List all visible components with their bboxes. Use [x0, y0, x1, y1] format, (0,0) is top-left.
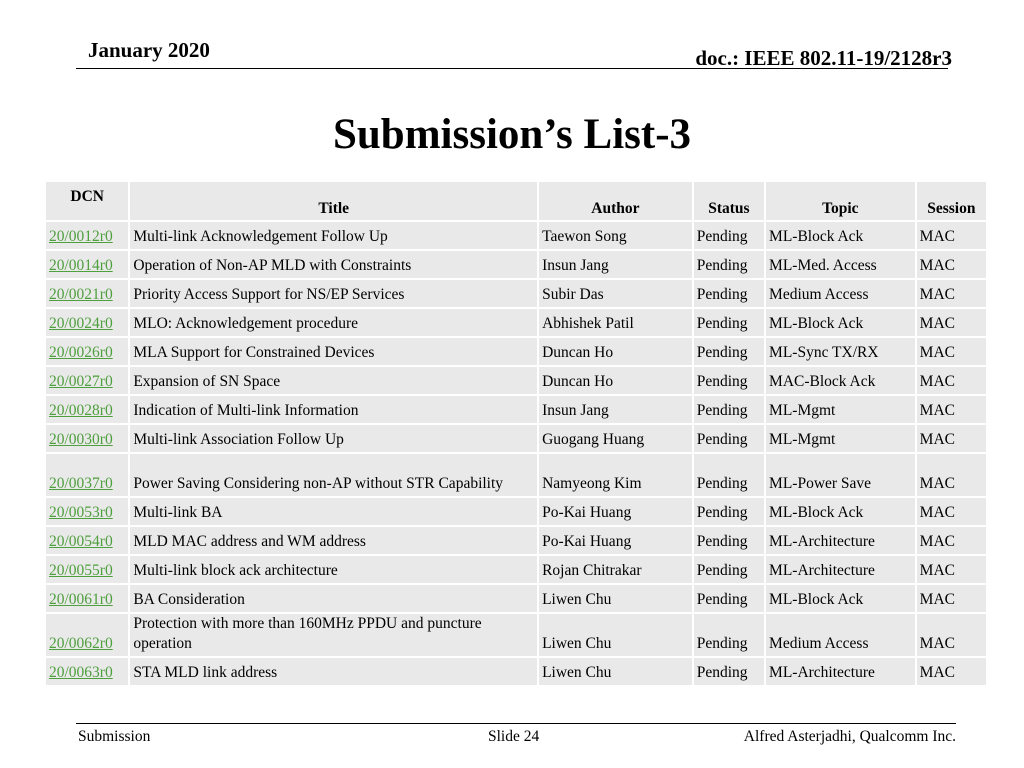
- cell-dcn: [46, 454, 128, 496]
- cell-author: Abhishek Patil: [539, 309, 692, 336]
- cell-title: Protection with more than 160MHz PPDU and puncture operation: [130, 614, 537, 656]
- dcn-link[interactable]: 20/0061r0: [49, 591, 113, 608]
- column-header-title: Title: [130, 182, 537, 220]
- cell-dcn: [46, 251, 128, 278]
- column-header-status: Status: [694, 182, 764, 220]
- dcn-link[interactable]: 20/0014r0: [49, 257, 113, 274]
- slide-title: Submission’s List-3: [332, 111, 692, 158]
- cell-topic: ML-Med. Access: [766, 251, 915, 278]
- dcn-link[interactable]: 20/0053r0: [49, 504, 113, 521]
- cell-status: Pending: [694, 309, 764, 336]
- cell-session: MAC: [917, 556, 986, 583]
- cell-title: BA Consideration: [130, 585, 537, 612]
- cell-session: MAC: [917, 251, 986, 278]
- cell-topic: ML-Power Save: [766, 454, 915, 496]
- cell-status: Pending: [694, 222, 764, 249]
- cell-author: Insun Jang: [539, 251, 692, 278]
- cell-author: Insun Jang: [539, 396, 692, 423]
- cell-status: Pending: [694, 280, 764, 307]
- cell-author: Liwen Chu: [539, 585, 692, 612]
- cell-dcn: [46, 367, 128, 394]
- table-header-row: [46, 182, 986, 220]
- cell-session: MAC: [917, 527, 986, 554]
- cell-topic: ML-Architecture: [766, 556, 915, 583]
- cell-author: Duncan Ho: [539, 338, 692, 365]
- table-row: [46, 527, 986, 554]
- table-row: [46, 251, 986, 278]
- cell-dcn: [46, 498, 128, 525]
- cell-title: MLO: Acknowledgement procedure: [130, 309, 537, 336]
- cell-status: Pending: [694, 585, 764, 612]
- table-row: [46, 658, 986, 685]
- cell-session: MAC: [917, 280, 986, 307]
- cell-title: Expansion of SN Space: [130, 367, 537, 394]
- cell-dcn: [46, 527, 128, 554]
- cell-status: Pending: [694, 338, 764, 365]
- cell-title: Multi-link BA: [130, 498, 537, 525]
- cell-session: MAC: [917, 454, 986, 496]
- cell-status: Pending: [694, 367, 764, 394]
- cell-status: Pending: [694, 658, 764, 685]
- dcn-link[interactable]: 20/0062r0: [49, 635, 113, 652]
- cell-author: Guogang Huang: [539, 425, 692, 452]
- cell-topic: ML-Block Ack: [766, 498, 915, 525]
- cell-author: Namyeong Kim: [539, 454, 692, 496]
- table-row: [46, 585, 986, 612]
- cell-session: MAC: [917, 614, 986, 656]
- cell-author: Duncan Ho: [539, 367, 692, 394]
- cell-author: Taewon Song: [539, 222, 692, 249]
- table-row: [46, 309, 986, 336]
- cell-status: Pending: [694, 556, 764, 583]
- cell-title: Priority Access Support for NS/EP Services: [130, 280, 537, 307]
- cell-topic: ML-Block Ack: [766, 222, 915, 249]
- dcn-link[interactable]: 20/0021r0: [49, 286, 113, 303]
- dcn-link[interactable]: 20/0063r0: [49, 664, 113, 681]
- dcn-link[interactable]: 20/0030r0: [49, 431, 113, 448]
- cell-dcn: [46, 425, 128, 452]
- cell-topic: ML-Architecture: [766, 658, 915, 685]
- table-row: [46, 367, 986, 394]
- cell-session: MAC: [917, 222, 986, 249]
- cell-session: MAC: [917, 338, 986, 365]
- cell-status: Pending: [694, 498, 764, 525]
- cell-dcn: [46, 280, 128, 307]
- cell-status: Pending: [694, 614, 764, 656]
- cell-author: Po-Kai Huang: [539, 527, 692, 554]
- header-doc-id: doc.: IEEE 802.11-19/2128r3: [695, 46, 952, 70]
- cell-author: Subir Das: [539, 280, 692, 307]
- table-row: [46, 498, 986, 525]
- cell-status: Pending: [694, 396, 764, 423]
- cell-dcn: [46, 309, 128, 336]
- dcn-link[interactable]: 20/0027r0: [49, 373, 113, 390]
- cell-title: Indication of Multi-link Information: [130, 396, 537, 423]
- cell-dcn: [46, 585, 128, 612]
- cell-dcn: [46, 338, 128, 365]
- cell-title: STA MLD link address: [130, 658, 537, 685]
- cell-session: MAC: [917, 658, 986, 685]
- column-header-topic: Topic: [766, 182, 915, 220]
- cell-session: MAC: [917, 425, 986, 452]
- column-header-author: Author: [539, 182, 692, 220]
- table-row: [46, 454, 986, 496]
- header-divider: [76, 68, 948, 69]
- cell-topic: ML-Mgmt: [766, 396, 915, 423]
- cell-topic: Medium Access: [766, 614, 915, 656]
- cell-title: Power Saving Considering non-AP without STR Capability: [130, 454, 537, 496]
- cell-session: MAC: [917, 396, 986, 423]
- footer-submission: Submission: [78, 728, 151, 745]
- cell-session: MAC: [917, 309, 986, 336]
- table-row: [46, 280, 986, 307]
- footer-author: Alfred Asterjadhi, Qualcomm Inc.: [743, 728, 956, 745]
- header-date: January 2020: [88, 38, 210, 62]
- cell-dcn: [46, 658, 128, 685]
- cell-dcn: [46, 614, 128, 656]
- cell-topic: ML-Block Ack: [766, 585, 915, 612]
- table-row: [46, 396, 986, 423]
- cell-author: Liwen Chu: [539, 614, 692, 656]
- cell-title: MLD MAC address and WM address: [130, 527, 537, 554]
- cell-author: Rojan Chitrakar: [539, 556, 692, 583]
- column-header-session: Session: [917, 182, 986, 220]
- cell-session: MAC: [917, 585, 986, 612]
- cell-title: Operation of Non-AP MLD with Constraints: [130, 251, 537, 278]
- cell-dcn: [46, 222, 128, 249]
- submissions-table: [44, 180, 988, 687]
- cell-status: Pending: [694, 425, 764, 452]
- table-row: [46, 222, 986, 249]
- cell-topic: ML-Mgmt: [766, 425, 915, 452]
- cell-dcn: [46, 396, 128, 423]
- cell-topic: Medium Access: [766, 280, 915, 307]
- table-row: [46, 425, 986, 452]
- cell-author: Po-Kai Huang: [539, 498, 692, 525]
- dcn-link[interactable]: 20/0054r0: [49, 533, 113, 550]
- cell-session: MAC: [917, 498, 986, 525]
- table-row: [46, 614, 986, 656]
- cell-status: Pending: [694, 454, 764, 496]
- cell-title: Multi-link Association Follow Up: [130, 425, 537, 452]
- cell-topic: ML-Architecture: [766, 527, 915, 554]
- dcn-link[interactable]: 20/0026r0: [49, 344, 113, 361]
- dcn-link[interactable]: 20/0037r0: [49, 475, 113, 492]
- cell-title: Multi-link Acknowledgement Follow Up: [130, 222, 537, 249]
- dcn-link[interactable]: 20/0012r0: [49, 228, 113, 245]
- footer-slide-number: Slide 24: [488, 728, 540, 745]
- cell-dcn: [46, 556, 128, 583]
- cell-topic: ML-Sync TX/RX: [766, 338, 915, 365]
- table-row: [46, 556, 986, 583]
- cell-author: Liwen Chu: [539, 658, 692, 685]
- dcn-link[interactable]: 20/0024r0: [49, 315, 113, 332]
- cell-topic: ML-Block Ack: [766, 309, 915, 336]
- dcn-link[interactable]: 20/0055r0: [49, 562, 113, 579]
- cell-title: MLA Support for Constrained Devices: [130, 338, 537, 365]
- dcn-link[interactable]: 20/0028r0: [49, 402, 113, 419]
- cell-status: Pending: [694, 527, 764, 554]
- cell-title: Multi-link block ack architecture: [130, 556, 537, 583]
- column-header-dcn: DCN: [46, 182, 128, 220]
- footer-divider: [76, 723, 956, 724]
- cell-status: Pending: [694, 251, 764, 278]
- cell-session: MAC: [917, 367, 986, 394]
- cell-topic: MAC-Block Ack: [766, 367, 915, 394]
- table-row: [46, 338, 986, 365]
